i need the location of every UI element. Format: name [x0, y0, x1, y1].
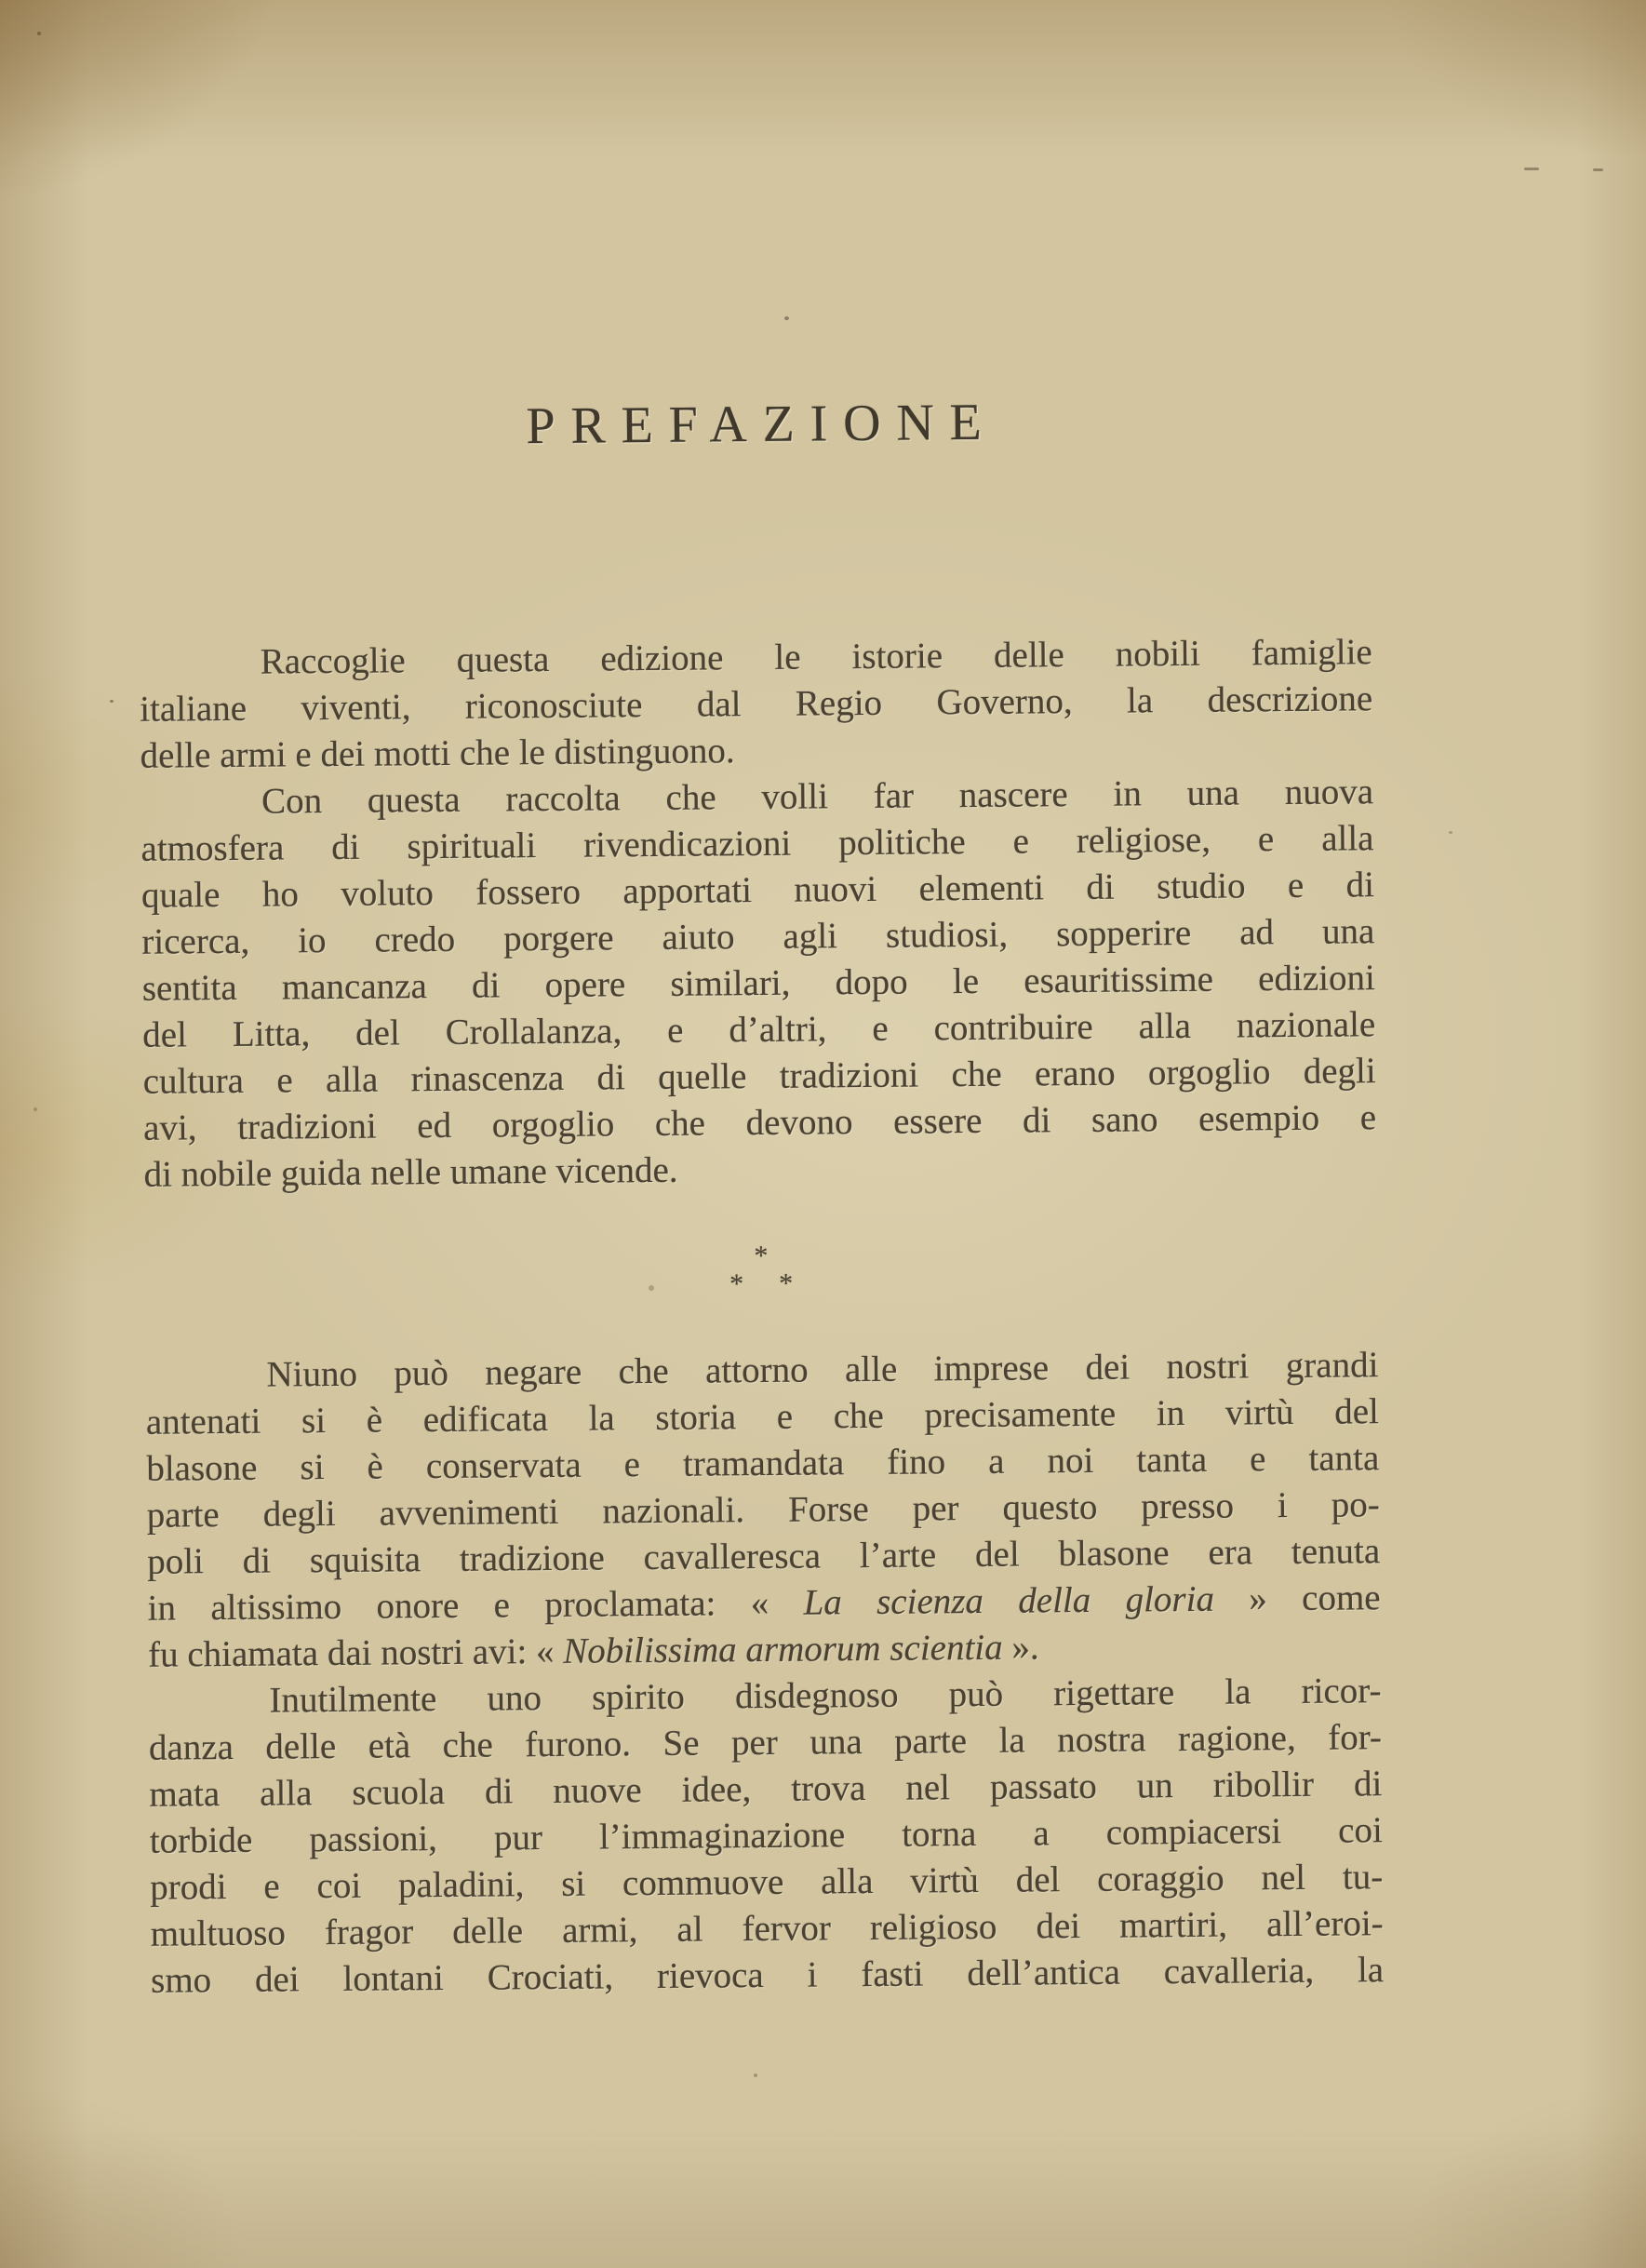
- page-title: PREFAZIONE: [526, 393, 997, 456]
- text-segment: Niuno può negare che attorno alle imprese dei nostri grandi: [266, 1345, 1379, 1395]
- paper-scratch: [1524, 168, 1539, 170]
- text-segment: in altissimo onore e proclamata: «: [147, 1582, 804, 1629]
- asterisk-row: [729, 1268, 794, 1300]
- paper-speck: [110, 700, 114, 703]
- text-segment: prodi e coi paladini, si commuove alla virtù del coraggio nel tu-: [150, 1857, 1384, 1908]
- italic-phrase: Nobilissima armorum scientia: [563, 1627, 1003, 1671]
- title-row: [137, 389, 1371, 460]
- page-content: [134, 0, 1386, 2268]
- text-segment: antenati si è edificata la storia e che precisamente in virtù del: [145, 1391, 1380, 1443]
- paper-speck: [37, 32, 41, 35]
- section-2: [145, 1342, 1384, 2005]
- asterisk-icon: *: [729, 1268, 744, 1300]
- text-line: [151, 1947, 1384, 2005]
- section-1: [140, 629, 1377, 1199]
- paper-speck: [784, 316, 789, 320]
- text-segment: poli di squisita tradizione cavalleresca l’arte del blasone era tenuta: [147, 1531, 1381, 1582]
- text-body: [140, 629, 1385, 2005]
- text-segment: parte degli avvenimenti nazionali. Forse per questo presso i po-: [146, 1484, 1380, 1536]
- text-segment: ».: [1002, 1627, 1039, 1668]
- text-segment: danza delle età che furono. Se per una parte la nostra ragione, for-: [148, 1717, 1383, 1768]
- italic-phrase: La scienza della gloria: [803, 1578, 1215, 1623]
- paper-speck: [1449, 831, 1452, 834]
- paper-speck: [649, 1285, 654, 1291]
- asterism-separator: [144, 1188, 1378, 1353]
- text-segment: blasone si è conservata e tramandata fino a noi tanta e tanta: [146, 1438, 1380, 1489]
- text-segment: Inutilmente uno spirito disdegnoso può rigettare la ricor-: [269, 1671, 1382, 1721]
- text-segment: multuoso fragor delle armi, al fervor religioso dei martiri, all’eroi-: [150, 1903, 1384, 1954]
- paper-scratch: [1593, 168, 1603, 171]
- text-segment: Raccoglie questa edizione le istorie delle nobili famiglie: [260, 632, 1372, 682]
- text-segment: sentita mancanza di opere similari, dopo le esauritissime edizioni: [141, 958, 1376, 1009]
- text-segment: torbide passioni, pur l’immaginazione torna a compiacersi coi: [149, 1810, 1383, 1861]
- text-segment: del Litta, del Crollalanza, e d’altri, e contribuire alla nazionale: [142, 1004, 1376, 1055]
- text-segment: italiane viventi, riconosciute dal Regio Governo, la descrizione: [140, 678, 1373, 730]
- paper-speck: [33, 1107, 37, 1111]
- text-segment: ricerca, io credo porgere aiuto agli studiosi, sopperire ad una: [141, 911, 1375, 962]
- asterisk-icon: *: [779, 1268, 794, 1299]
- text-segment: di nobile guida nelle umane vicende.: [143, 1149, 678, 1195]
- text-segment: cultura e alla rinascenza di quelle tradizioni che erano orgoglio degli: [142, 1051, 1376, 1102]
- text-segment: Con questa raccolta che volli far nascere in una nuova: [261, 772, 1374, 822]
- text-segment: fu chiamata dai nostri avi: «: [147, 1631, 564, 1675]
- text-segment: delle armi e dei motti che le distinguono.: [140, 731, 735, 776]
- text-segment: atmosfera di spirituali rivendicazioni politiche e religiose, e alla: [141, 818, 1374, 869]
- text-segment: quale ho voluto fossero apportati nuovi elementi di studio e di: [141, 865, 1375, 916]
- text-segment: smo dei lontani Crociati, rievoca i fasti dell’antica cavalleria, la: [150, 1950, 1385, 2001]
- asterisk-icon: *: [754, 1240, 769, 1272]
- text-segment: » come: [1213, 1577, 1381, 1619]
- text-segment: avi, tradizioni ed orgoglio che devono essere di sano esempio e: [142, 1097, 1377, 1148]
- paper-speck: [754, 2073, 757, 2077]
- text-segment: mata alla scuola di nuove idee, trova nel passato un ribollir di: [149, 1764, 1383, 1815]
